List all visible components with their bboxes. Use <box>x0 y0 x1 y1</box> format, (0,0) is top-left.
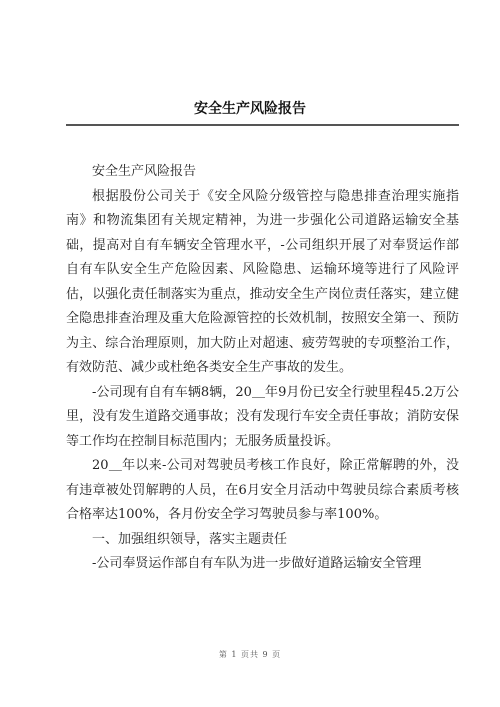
page-footer: 第 1 页共 9 页 <box>218 650 282 659</box>
subtitle-paragraph: 安全生产风险报告 <box>92 164 197 179</box>
section-paragraph: -公司奉贤运作部自有车队为进一步做好道路运输安全管理 <box>92 556 422 571</box>
section-heading: 一、加强组织领导，落实主题责任 <box>92 531 288 547</box>
document-title: 安全生产风险报告 <box>194 101 306 117</box>
driver-assessment-paragraph: 20＿年以来-公司对驾驶员考核工作良好，除正常解聘的外，没有违章被处罚解聘的人员，在6月安全月活动中驾驶员综合素质考核合格率达100%，各月份安全学习驾驶员参与率100%。 <box>66 458 459 522</box>
intro-paragraph: 根据股份公司关于《安全风险分级管控与隐患排查治理实施指南》和物流集团有关规定精神，为进一步强化公司道路运输安全基础，提高对自有车辆安全管理水平，-公司组织开展了对奉贤运作部自有车队安全生产危险因素、风险隐患、运输环境等进行了风险评估，以强化责任制落实为重点，推动安全生产岗位责任落实，建立健全隐患排查治理及重大危险源管控的长效机制，按照安全第一、预防为主、综合治理原则，加大防止对超速、疲劳驾驶的专项整治工作，有效防范、减少或杜绝各类安全生产事故的发生。 <box>66 188 459 375</box>
document-body <box>66 160 459 577</box>
vehicle-status-paragraph: -公司现有自有车辆8辆，20＿年9月份已安全行驶里程45.2万公里，没有发生道路交通事故；没有发现行车安全责任事故；消防安保等工作均在控制目标范围内；无服务质量投诉。 <box>66 384 459 449</box>
title-divider <box>66 124 459 126</box>
